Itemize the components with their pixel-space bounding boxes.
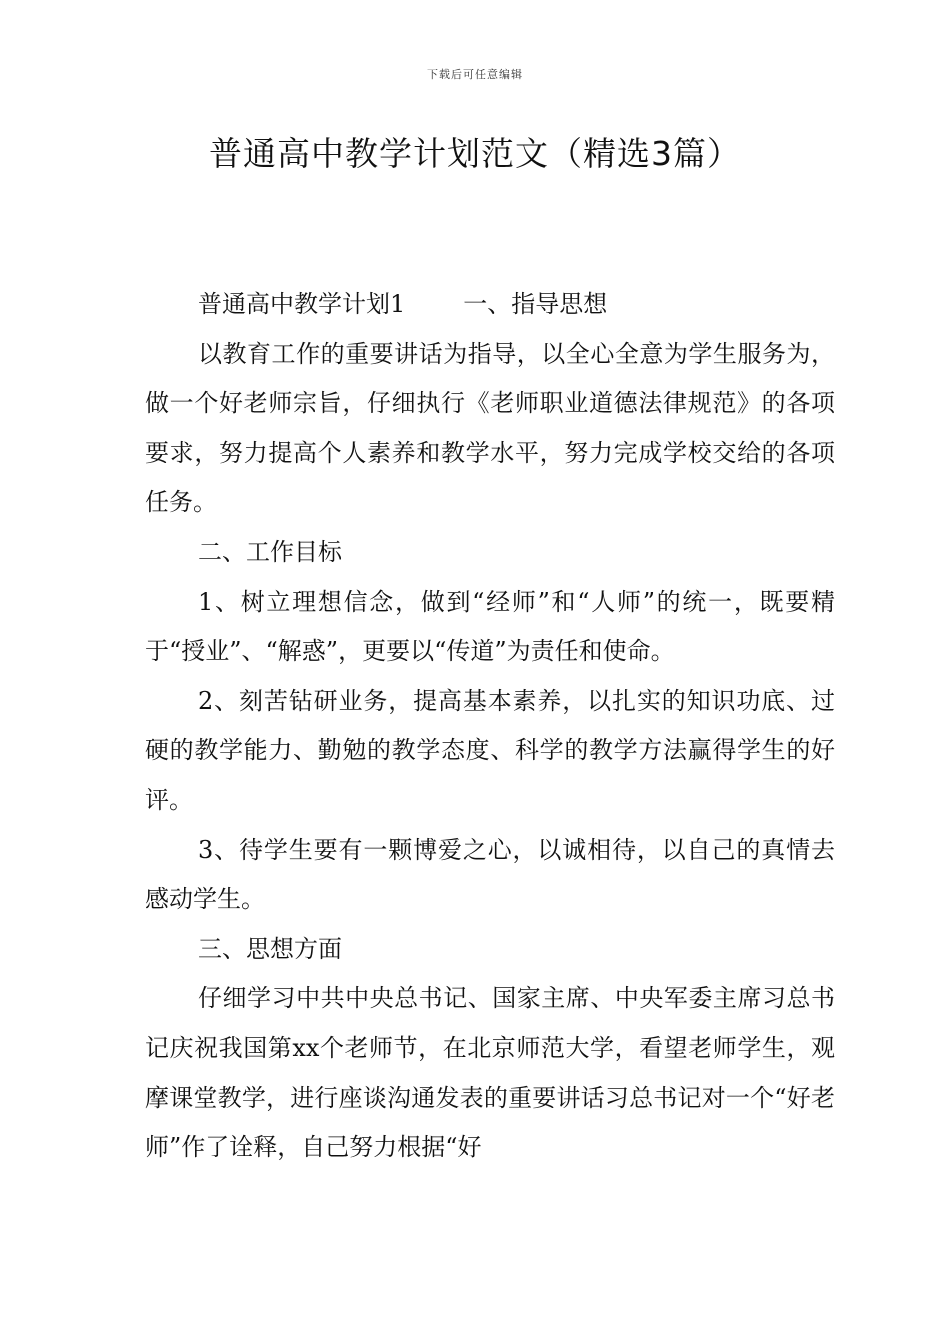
section-plan-heading [145,280,835,330]
page-header-note: 下载后可任意编辑 [427,68,523,81]
section-heading-work-goals: 二、工作目标 [198,537,342,566]
document-body [145,280,835,1173]
plan-number-label: 普通高中教学计划1 [198,290,406,318]
section-heading-thinking: 三、思想方面 [198,934,342,963]
paragraph-guiding-ideology: 以教育工作的重要讲话为指导，以全心全意为学生服务为，做一个好老师宗旨，仔细执行《老师职业道德法律规范》的各项要求，努力提高个人素养和教学水平，努力完成学校交给的各项任务。 [145,339,835,517]
paragraph-goal-1: 1、树立理想信念，做到“经师”和“人师”的统一，既要精于“授业”、“解惑”，更要以“传道”为责任和使命。 [145,587,835,666]
paragraph-thinking: 仔细学习中共中央总书记、国家主席、中央军委主席习总书记庆祝我国第xx个老师节，在北京师范大学，看望老师学生，观摩课堂教学，进行座谈沟通发表的重要讲话习总书记对一个“好老师”作了诠释，自己努力根据“好 [145,984,835,1162]
paragraph-goal-2: 2、刻苦钻研业务，提高基本素养，以扎实的知识功底、过硬的教学能力、勤勉的教学态度、科学的教学方法赢得学生的好评。 [145,686,835,814]
document-title: 普通高中教学计划范文（精选3篇） [209,134,741,173]
section-heading-guiding-ideology: 一、指导思想 [463,290,608,318]
paragraph-goal-3: 3、待学生要有一颗博爱之心，以诚相待，以自己的真情去感动学生。 [145,835,835,914]
